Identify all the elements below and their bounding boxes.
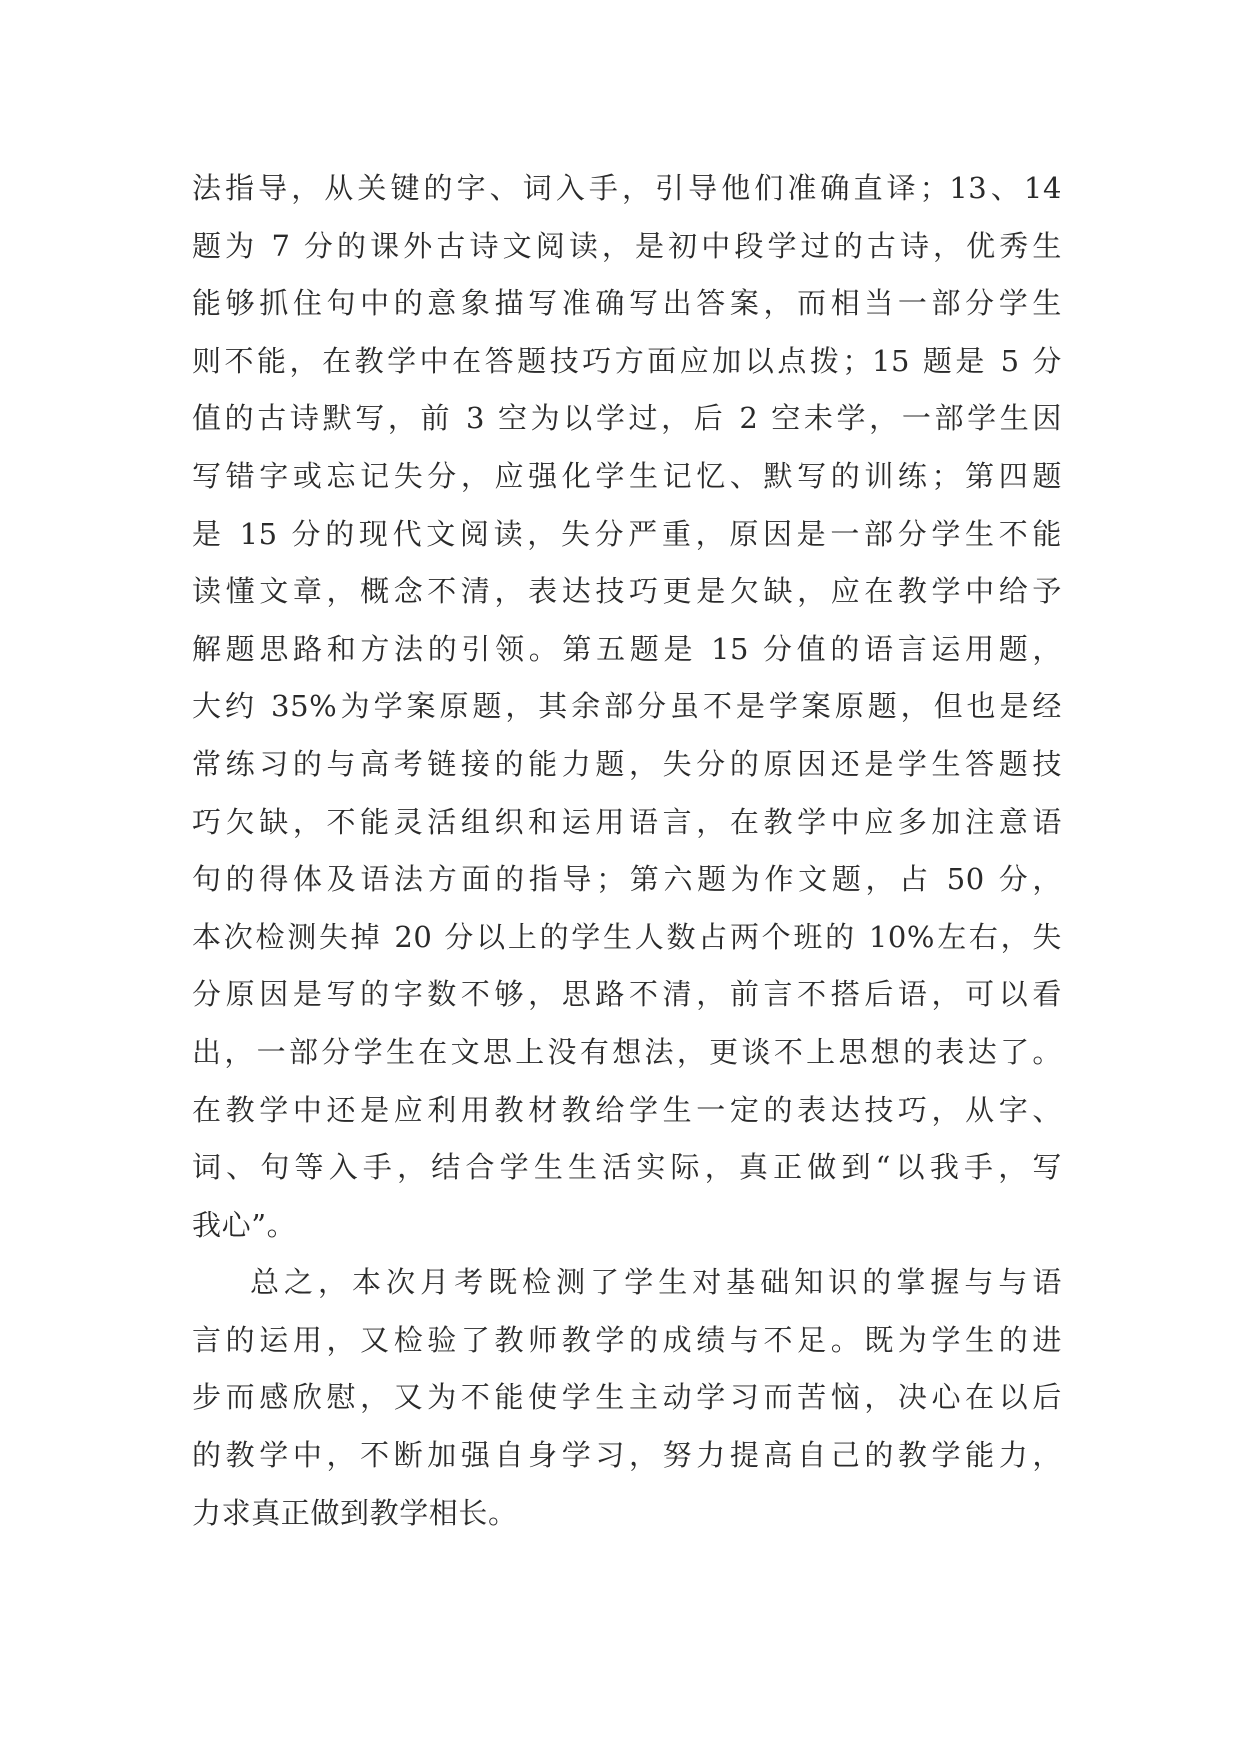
- text-line: 则不能，在教学中在答题技巧方面应加以点拨；15 题是 5 分: [192, 343, 1062, 378]
- text-line: 总之，本次月考既检测了学生对基础知识的掌握与与语: [250, 1265, 1062, 1300]
- text-line: 题为 7 分的课外古诗文阅读，是初中段学过的古诗，优秀生: [192, 228, 1062, 263]
- text-line: 法指导，从关键的字、词入手，引导他们准确直译；13、14: [192, 171, 1062, 205]
- text-line: 大约 35%为学案原题，其余部分虽不是学案原题，但也是经: [192, 689, 1062, 724]
- text-line: 出，一部分学生在文思上没有想法，更谈不上思想的表达了。: [192, 1034, 1062, 1069]
- paragraph-1: [192, 160, 1062, 1254]
- text-line: 常练习的与高考链接的能力题，失分的原因还是学生答题技: [192, 746, 1062, 781]
- body-text: [192, 160, 1062, 1542]
- text-line: 我心”。: [192, 1207, 297, 1242]
- text-line: 解题思路和方法的引领。第五题是 15 分值的语言运用题，: [192, 631, 1062, 666]
- paragraph-2: [192, 1254, 1062, 1542]
- text-line: 步而感欣慰，又为不能使学生主动学习而苦恼，决心在以后: [192, 1380, 1062, 1415]
- text-line: 的教学中，不断加强自身学习，努力提高自己的教学能力，: [192, 1438, 1062, 1473]
- text-line: 力求真正做到教学相长。: [192, 1495, 518, 1530]
- text-line: 能够抓住句中的意象描写准确写出答案，而相当一部分学生: [192, 286, 1062, 321]
- text-line: 本次检测失掉 20 分以上的学生人数占两个班的 10%左右，失: [192, 919, 1062, 954]
- text-line: 句的得体及语法方面的指导；第六题为作文题，占 50 分，: [192, 862, 1062, 897]
- text-line: 在教学中还是应利用教材教给学生一定的表达技巧，从字、: [192, 1092, 1062, 1127]
- text-line: 读懂文章，概念不清，表达技巧更是欠缺，应在教学中给予: [192, 574, 1062, 609]
- text-line: 巧欠缺，不能灵活组织和运用语言，在教学中应多加注意语: [192, 804, 1062, 839]
- text-line: 是 15 分的现代文阅读，失分严重，原因是一部分学生不能: [192, 516, 1062, 551]
- text-line: 写错字或忘记失分，应强化学生记忆、默写的训练；第四题: [192, 458, 1062, 493]
- text-line: 分原因是写的字数不够，思路不清，前言不搭后语，可以看: [192, 977, 1062, 1012]
- text-line: 言的运用，又检验了教师教学的成绩与不足。既为学生的进: [192, 1322, 1062, 1357]
- text-line: 值的古诗默写，前 3 空为以学过，后 2 空未学，一部学生因: [192, 401, 1062, 436]
- text-line: 词、句等入手，结合学生生活实际，真正做到“以我手，写: [192, 1150, 1062, 1185]
